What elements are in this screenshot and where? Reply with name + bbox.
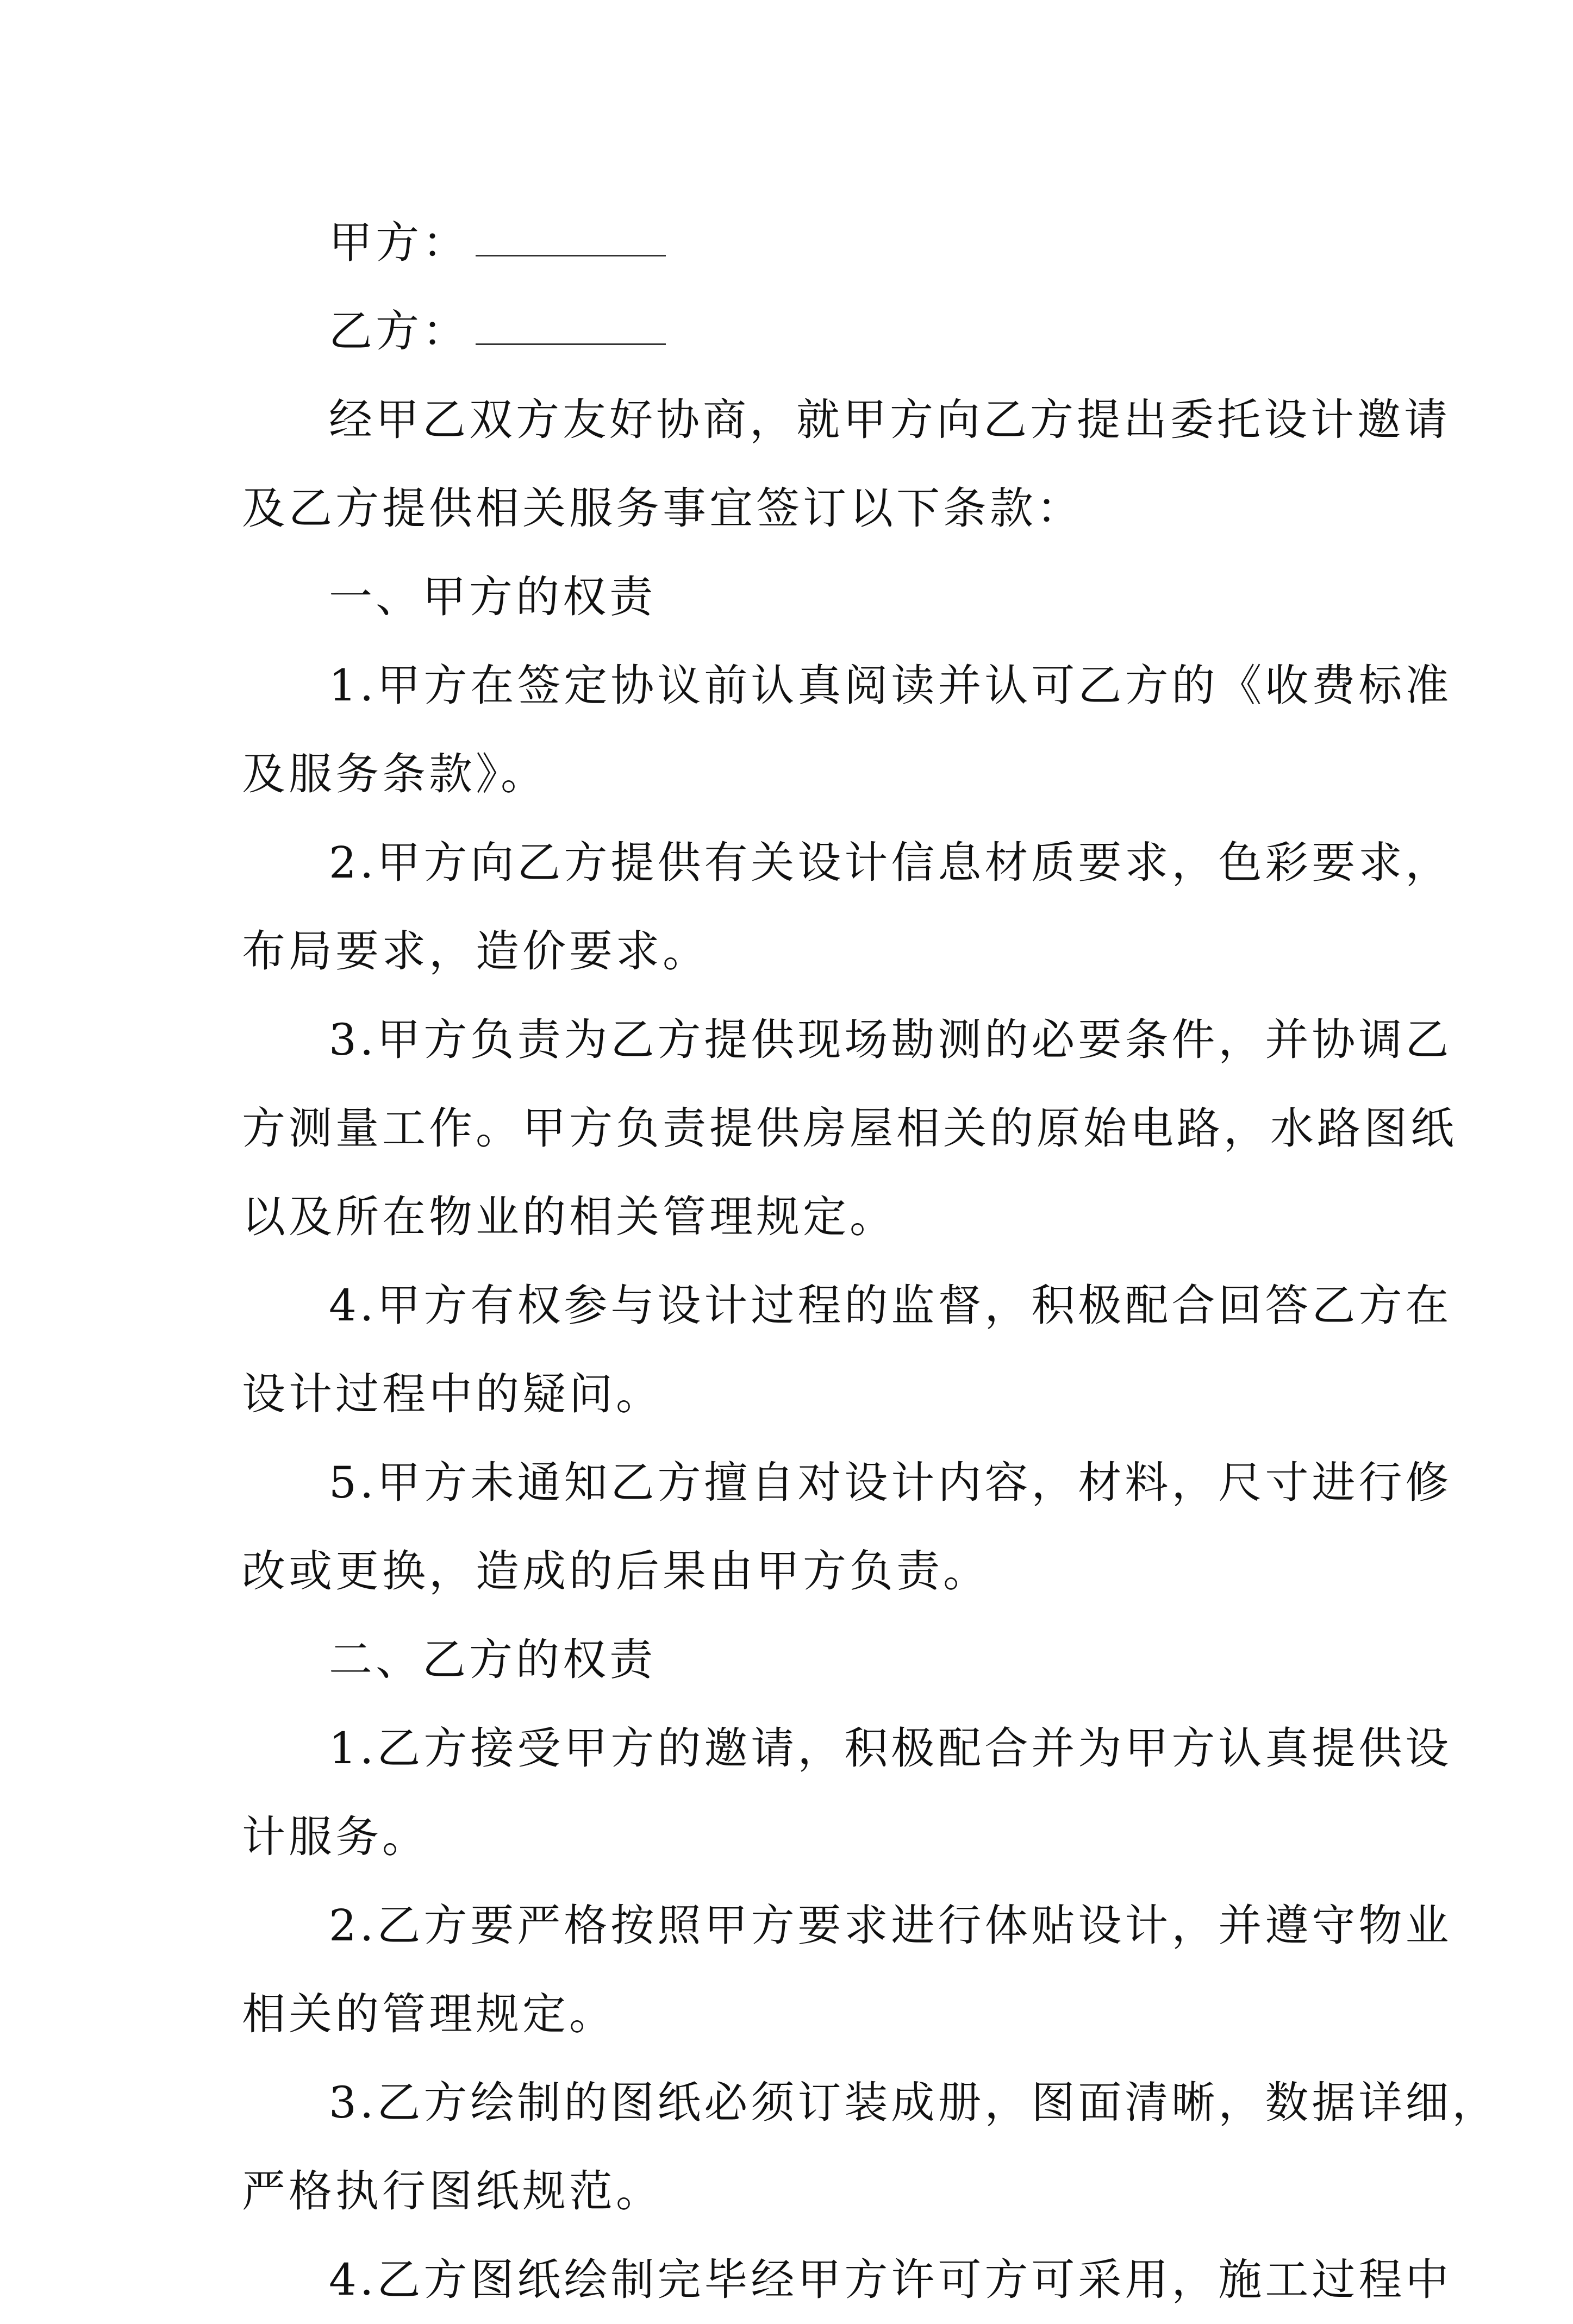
item-line: 改或更换，造成的后果由甲方负责。 bbox=[242, 1546, 990, 1596]
party-b-label: 乙方： bbox=[329, 306, 469, 356]
party-b-blank bbox=[476, 341, 666, 345]
document-page bbox=[242, 198, 1499, 2324]
section-1-heading: 一、甲方的权责 bbox=[329, 572, 656, 622]
section-2-item-4 bbox=[242, 2235, 1452, 2324]
section-1-item-2 bbox=[242, 818, 1452, 995]
party-a-line bbox=[242, 198, 1340, 287]
item-line: 4.乙方图纸绘制完毕经甲方许可方可采用，施工过程中 bbox=[329, 2254, 1452, 2305]
intro-paragraph bbox=[242, 375, 1451, 553]
item-line: 5.甲方未通知乙方擅自对设计内容，材料，尺寸进行修 bbox=[329, 1457, 1452, 1508]
item-line: 2.甲方向乙方提供有关设计信息材质要求，色彩要求， bbox=[329, 837, 1452, 888]
item-line: 严格执行图纸规范。 bbox=[242, 2166, 663, 2216]
section-1-item-4 bbox=[242, 1261, 1452, 1438]
party-b-line bbox=[242, 287, 1340, 375]
party-a-label: 甲方： bbox=[329, 217, 469, 268]
section-1-item-1 bbox=[242, 641, 1452, 818]
item-line: 设计过程中的疑问。 bbox=[242, 1369, 663, 1419]
item-line: 及服务条款》。 bbox=[242, 749, 547, 799]
party-a-blank bbox=[476, 253, 666, 256]
item-line: 3.乙方绘制的图纸必须订装成册，图面清晰，数据详细， bbox=[329, 2077, 1499, 2128]
section-2-item-1 bbox=[242, 1704, 1452, 1881]
item-line: 2.乙方要严格按照甲方要求进行体贴设计，并遵守物业 bbox=[329, 1900, 1452, 1951]
section-1-item-3 bbox=[242, 995, 1457, 1261]
item-line: 1.乙方接受甲方的邀请，积极配合并为甲方认真提供设 bbox=[329, 1723, 1452, 1774]
intro-line: 及乙方提供相关服务事宜签订以下条款： bbox=[242, 483, 1083, 534]
item-line: 计服务。 bbox=[242, 1812, 429, 1862]
section-2-item-3 bbox=[242, 2058, 1499, 2235]
section-1-item-5 bbox=[242, 1438, 1452, 1615]
item-line: 布局要求，造价要求。 bbox=[242, 926, 709, 976]
item-line: 1.甲方在签定协议前认真阅读并认可乙方的《收费标准 bbox=[329, 660, 1452, 711]
item-line: 方测量工作。甲方负责提供房屋相关的原始电路，水路图纸 bbox=[242, 1103, 1457, 1154]
item-line: 3.甲方负责为乙方提供现场勘测的必要条件，并协调乙 bbox=[329, 1014, 1452, 1065]
item-line: 以及所在物业的相关管理规定。 bbox=[242, 1192, 896, 1242]
intro-line: 经甲乙双方友好协商，就甲方向乙方提出委托设计邀请 bbox=[329, 394, 1451, 445]
section-2-heading: 二、乙方的权责 bbox=[329, 1634, 656, 1685]
item-line: 4.甲方有权参与设计过程的监督，积极配合回答乙方在 bbox=[329, 1280, 1452, 1331]
section-2-item-2 bbox=[242, 1881, 1452, 2058]
item-line: 相关的管理规定。 bbox=[242, 1989, 616, 2039]
